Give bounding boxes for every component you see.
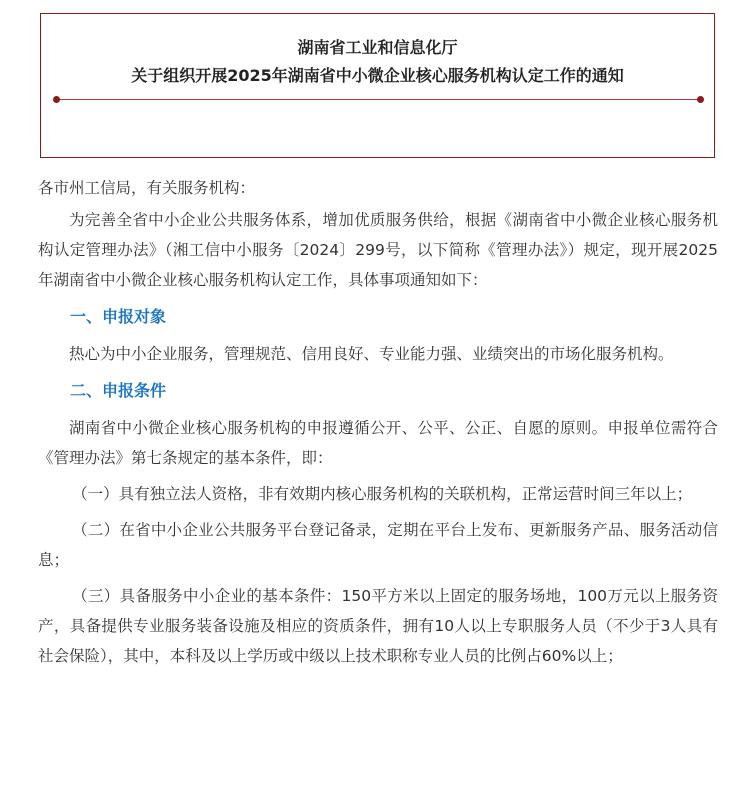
intro-paragraph: 为完善全省中小企业公共服务体系，增加优质服务供给，根据《湖南省中小微企业核心服务机构认定管理办法》（湘工信中小服务〔2024〕299号，以下简称《管理办法》）规定，现开展2025年湖南省中小微企业核心服务机构认定工作，具体事项通知如下： bbox=[38, 211, 718, 289]
header-divider bbox=[56, 99, 701, 100]
notice-title: 关于组织开展2025年湖南省中小微企业核心服务机构认定工作的通知 bbox=[131, 66, 624, 85]
section-heading-applicants: 一、申报对象 bbox=[70, 307, 167, 326]
section-text-applicants: 热心为中小企业服务，管理规范、信用良好、专业能力强、业绩突出的市场化服务机构。 bbox=[69, 345, 674, 363]
divider-dot-left bbox=[53, 96, 60, 103]
condition-item-2: （二）在省中小企业公共服务平台登记备录，定期在平台上发布、更新服务产品、服务活动信息； bbox=[38, 521, 718, 569]
salutation: 各市州工信局，有关服务机构： bbox=[38, 179, 256, 197]
notice-header-box bbox=[40, 13, 715, 158]
notice-body bbox=[38, 173, 718, 671]
section-text-conditions: 湖南省中小微企业核心服务机构的申报遵循公开、公平、公正、自愿的原则。申报单位需符合《管理办法》第七条规定的基本条件，即： bbox=[38, 419, 718, 467]
condition-item-1: （一）具有独立法人资格，非有效期内核心服务机构的关联机构，正常运营时间三年以上； bbox=[72, 485, 693, 503]
divider-dot-right bbox=[697, 96, 704, 103]
section-heading-conditions: 二、申报条件 bbox=[70, 381, 167, 400]
condition-item-3: （三）具备服务中小企业的基本条件：150平方米以上固定的服务场地，100万元以上服务资产，具备提供专业服务装备设施及相应的资质条件，拥有10人以上专职服务人员（不少于3人具有社会保险），其中，本科及以上学历或中级以上技术职称专业人员的比例占60%以上； bbox=[38, 587, 718, 665]
issuing-organization: 湖南省工业和信息化厅 bbox=[297, 38, 458, 57]
